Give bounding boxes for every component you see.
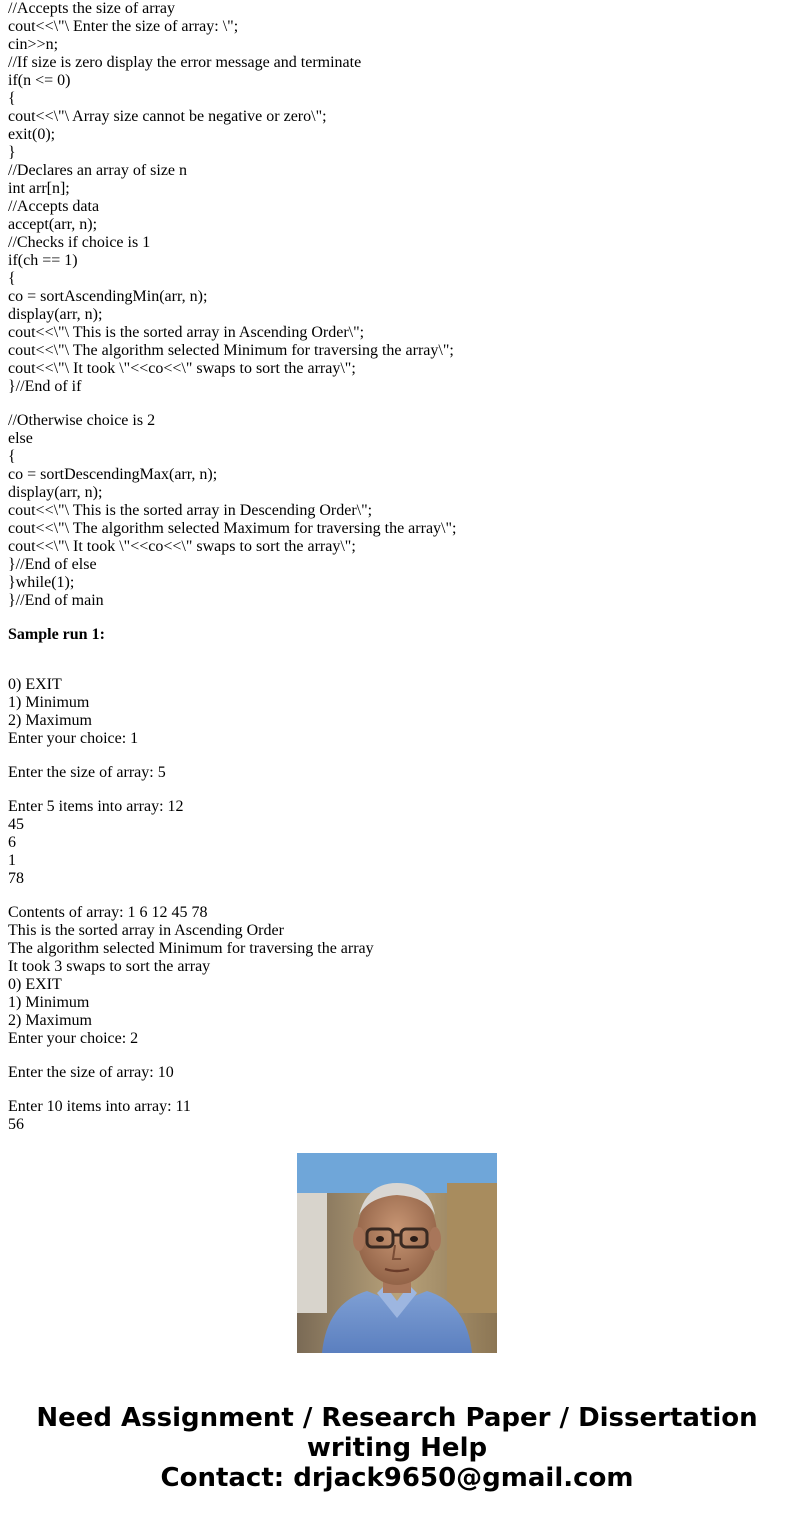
output-line: Enter 10 items into array: 11 <box>8 1098 191 1115</box>
promo-line-1: Need Assignment / Research Paper / Dissertation <box>36 1403 758 1433</box>
code-line: accept(arr, n); <box>8 216 98 233</box>
run-items-block-2 <box>8 1098 788 1134</box>
author-avatar <box>297 1153 497 1353</box>
code-line: cout<<\"\ This is the sorted array in Ascending Order\"; <box>8 324 365 341</box>
spacer <box>8 660 788 676</box>
output-line: Enter 5 items into array: 12 <box>8 798 184 815</box>
code-line: int arr[n]; <box>8 180 70 197</box>
code-line: //Accepts the size of array <box>8 0 176 17</box>
code-block-if <box>8 0 788 396</box>
output-line: 0) EXIT <box>8 676 62 693</box>
code-line: display(arr, n); <box>8 306 103 323</box>
code-line: cout<<\"\ It took \"<<co<<\" swaps to sort the array\"; <box>8 360 356 377</box>
output-line: 78 <box>8 870 24 887</box>
output-line: 6 <box>8 834 16 851</box>
code-line: }//End of else <box>8 556 97 573</box>
spacer <box>8 396 788 412</box>
output-line: 45 <box>8 816 24 833</box>
output-line: 56 <box>8 1116 24 1133</box>
code-line: //Declares an array of size n <box>8 162 188 179</box>
output-line: This is the sorted array in Ascending Order <box>8 922 284 939</box>
spacer <box>8 748 788 764</box>
code-line: co = sortAscendingMin(arr, n); <box>8 288 208 305</box>
code-line: cout<<\"\ This is the sorted array in Descending Order\"; <box>8 502 373 519</box>
output-line: 1) Minimum <box>8 994 90 1011</box>
sample-run-heading: Sample run 1: <box>8 626 105 643</box>
code-line: { <box>8 448 16 465</box>
output-line: It took 3 swaps to sort the array <box>8 958 211 975</box>
run-result-block <box>8 904 788 1048</box>
code-line: { <box>8 270 16 287</box>
run-size-line-2: Enter the size of array: 10 <box>8 1064 174 1081</box>
code-line: }while(1); <box>8 574 75 591</box>
document-content <box>8 0 788 1133</box>
code-line: co = sortDescendingMax(arr, n); <box>8 466 218 483</box>
code-line: exit(0); <box>8 126 56 143</box>
code-line: }//End of main <box>8 592 104 609</box>
code-line: //If size is zero display the error message and terminate <box>8 54 362 71</box>
code-line: cout<<\"\ Enter the size of array: \"; <box>8 18 239 35</box>
output-line: The algorithm selected Minimum for traversing the array <box>8 940 374 957</box>
output-line: 2) Maximum <box>8 1012 92 1029</box>
code-line: //Checks if choice is 1 <box>8 234 151 251</box>
promo-contact-line: Contact: drjack9650@gmail.com <box>160 1463 634 1493</box>
code-line: if(ch == 1) <box>8 252 78 269</box>
code-line: display(arr, n); <box>8 484 103 501</box>
code-line: }//End of if <box>8 378 82 395</box>
run-menu-block <box>8 676 788 748</box>
code-line: cout<<\"\ The algorithm selected Maximum for traversing the array\"; <box>8 520 457 537</box>
code-line: cout<<\"\ It took \"<<co<<\" swaps to sort the array\"; <box>8 538 356 555</box>
promo-banner <box>0 1403 794 1493</box>
output-line: 1 <box>8 852 16 869</box>
output-line: Contents of array: 1 6 12 45 78 <box>8 904 208 921</box>
code-line: else <box>8 430 33 447</box>
output-line: 0) EXIT <box>8 976 62 993</box>
output-line: Enter your choice: 2 <box>8 1030 139 1047</box>
code-line: //Accepts data <box>8 198 100 215</box>
code-line: cout<<\"\ Array size cannot be negative or zero\"; <box>8 108 327 125</box>
code-line: if(n <= 0) <box>8 72 71 89</box>
spacer <box>8 644 788 660</box>
code-line: } <box>8 144 16 161</box>
output-line: 2) Maximum <box>8 712 92 729</box>
run-items-block <box>8 798 788 888</box>
run-size-line: Enter the size of array: 5 <box>8 764 166 781</box>
output-line: Enter your choice: 1 <box>8 730 139 747</box>
output-line: 1) Minimum <box>8 694 90 711</box>
spacer <box>8 782 788 798</box>
code-line: //Otherwise choice is 2 <box>8 412 156 429</box>
code-block-else <box>8 412 788 610</box>
promo-line-2: writing Help <box>306 1433 488 1463</box>
code-line: cout<<\"\ The algorithm selected Minimum for traversing the array\"; <box>8 342 454 359</box>
spacer <box>8 888 788 904</box>
code-line: { <box>8 90 16 107</box>
spacer <box>8 1082 788 1098</box>
spacer <box>8 610 788 626</box>
code-line: cin>>n; <box>8 36 59 53</box>
spacer <box>8 1048 788 1064</box>
